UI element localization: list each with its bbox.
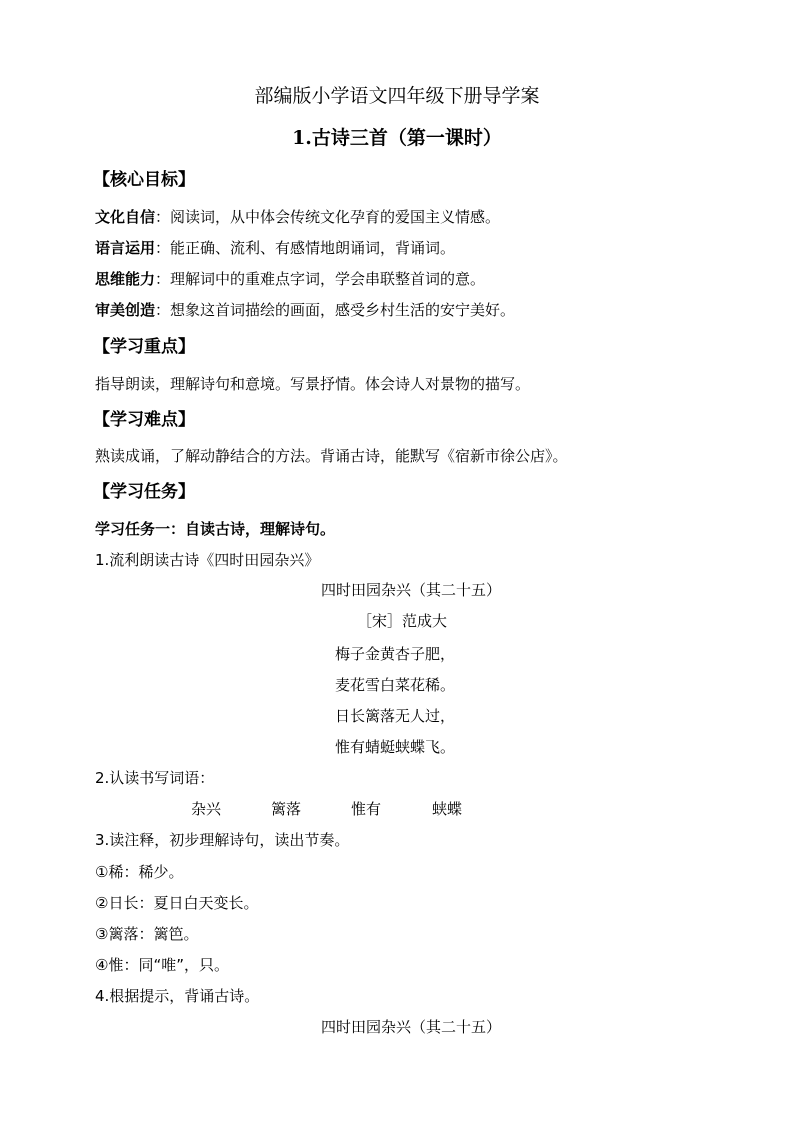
goal-label: 文化自信 xyxy=(95,208,156,226)
goal-text: ：想象这首词描绘的画面，感受乡村生活的安宁美好。 xyxy=(155,301,516,319)
task-step-3: 3.读注释，初步理解诗句，读出节奏。 xyxy=(95,831,350,849)
task-step-2: 2.认读书写词语： xyxy=(95,769,215,787)
goal-text: ：理解词中的重难点字词，学会串联整首词的意。 xyxy=(155,270,486,288)
vocab-word: 惟有 xyxy=(351,800,382,818)
section-heading-key-points: 【学习重点】 xyxy=(93,337,195,357)
poem-author: ［宋］范成大 xyxy=(356,612,447,630)
goal-item xyxy=(95,269,485,289)
poem-line: 惟有蜻蜓蛱蝶飞。 xyxy=(334,738,455,756)
poem-line: 日长篱落无人过， xyxy=(334,707,455,725)
task-step-1: 1.流利朗读古诗《四时田园杂兴》 xyxy=(95,551,320,569)
poem-title: 四时田园杂兴（其二十五） xyxy=(320,581,501,599)
lesson-title: 1.古诗三首（第一课时） xyxy=(292,127,502,149)
task-step-4: 4.根据提示，背诵古诗。 xyxy=(95,987,260,1005)
goal-text: ：阅读词，从中体会传统文化孕育的爱国主义情感。 xyxy=(155,208,501,226)
goal-label: 语言运用 xyxy=(95,239,156,257)
note-item: ①稀：稀少。 xyxy=(95,863,184,881)
section-heading-core-goals: 【核心目标】 xyxy=(93,170,195,190)
key-points-text: 指导朗读，理解诗句和意境。写景抒情。体会诗人对景物的描写。 xyxy=(95,375,531,393)
vocab-word: 蛱蝶 xyxy=(432,800,463,818)
vocab-word: 杂兴 xyxy=(191,800,222,818)
poem-title-repeat: 四时田园杂兴（其二十五） xyxy=(320,1018,501,1036)
goal-text: ：能正确、流利、有感情地朗诵词，背诵词。 xyxy=(155,239,456,257)
poem-line: 麦花雪白菜花稀。 xyxy=(334,676,455,694)
task1-title: 学习任务一：自读古诗，理解诗句。 xyxy=(95,520,336,538)
note-item: ④惟：同“唯”，只。 xyxy=(95,956,229,974)
document-title: 部编版小学语文四年级下册导学案 xyxy=(254,85,540,107)
goal-item xyxy=(95,300,515,320)
goal-label: 审美创造 xyxy=(95,301,156,319)
goal-item xyxy=(95,238,455,258)
goal-item xyxy=(95,207,500,227)
poem-line: 梅子金黄杏子肥， xyxy=(334,645,455,663)
difficulties-text: 熟读成诵，了解动静结合的方法。背诵古诗，能默写《宿新市徐公店》。 xyxy=(95,447,568,465)
goal-label: 思维能力 xyxy=(95,270,156,288)
note-item: ③篱落：篱笆。 xyxy=(95,925,199,943)
vocab-word: 篱落 xyxy=(271,800,302,818)
section-heading-tasks: 【学习任务】 xyxy=(93,482,195,502)
note-item: ②日长：夏日白天变长。 xyxy=(95,894,259,912)
section-heading-difficulties: 【学习难点】 xyxy=(93,410,195,430)
